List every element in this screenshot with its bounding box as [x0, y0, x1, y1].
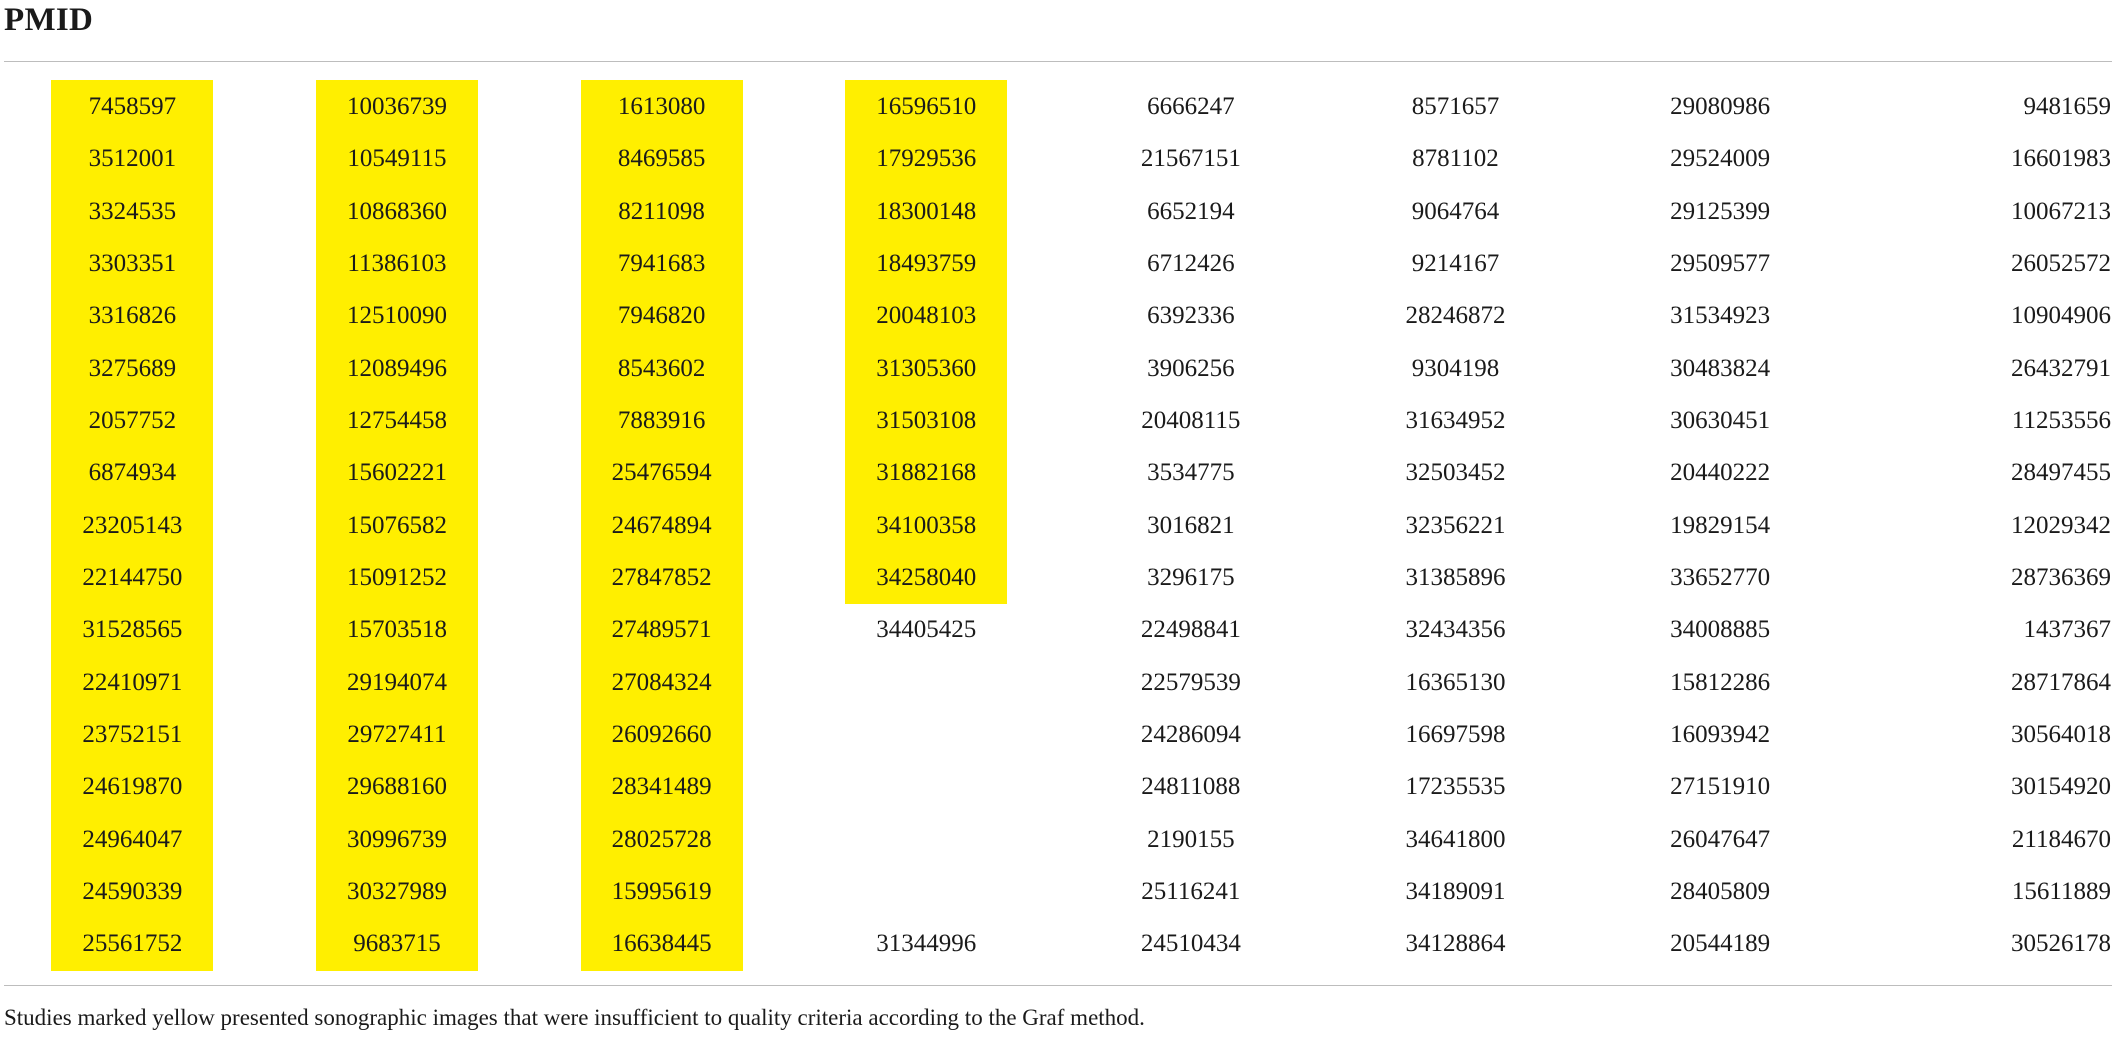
table-cell: 16638445: [611, 930, 712, 958]
table-cell: 10036739: [346, 93, 447, 120]
table-cell: 1613080: [617, 93, 706, 120]
table-cell: 30483824: [1670, 354, 1771, 382]
table-cell: 12089496: [346, 354, 447, 382]
table-cell: 8781102: [1412, 145, 1499, 173]
table-cell: 28497455: [2011, 459, 2111, 487]
table-cell: 8543602: [617, 354, 706, 382]
table-cell: 20408115: [1141, 406, 1241, 434]
table-cell: 3275689: [88, 354, 177, 382]
table-cell: 30630451: [1670, 406, 1771, 434]
table-cell: 8571657: [1411, 93, 1500, 120]
table-cell: 31503108: [876, 406, 977, 434]
table-cell: 24286094: [1140, 720, 1241, 748]
table-cell: 29125399: [1670, 197, 1771, 225]
table-cell: [794, 866, 1059, 918]
table-cell: 25561752: [82, 930, 183, 958]
table-cell: 25116241: [1141, 877, 1241, 905]
table-cell: 34128864: [1405, 930, 1506, 958]
table-cell: [794, 657, 1059, 709]
table-cell: 30526178: [2011, 930, 2111, 958]
table-cell: 21567151: [1140, 145, 1241, 173]
table-cell: 16365130: [1405, 668, 1506, 696]
table-cell: 3324535: [88, 197, 177, 225]
table-cell: 29688160: [346, 773, 447, 801]
table-cell: 27151910: [1670, 773, 1771, 801]
table-cell: 15812286: [1670, 668, 1771, 696]
table-cell: 23205143: [82, 511, 183, 539]
bottom-rule: [4, 985, 2112, 986]
table-cell: 17929536: [876, 145, 977, 173]
table-cell: 15602221: [346, 459, 447, 487]
table-cell: 6874934: [88, 459, 177, 487]
table-cell: 7941683: [617, 249, 706, 277]
table-cell: 24510434: [1140, 930, 1241, 958]
table-cell: 3534775: [1147, 459, 1235, 487]
table-cell: 31385896: [1405, 563, 1506, 591]
table-cell: 33652770: [1670, 563, 1771, 591]
table-title: PMID: [4, 2, 94, 38]
table-cell: 15703518: [346, 616, 447, 644]
table-cell: 31634952: [1405, 406, 1506, 434]
table-cell: 28736369: [2011, 563, 2111, 591]
table-footnote: Studies marked yellow presented sonographic images that were insufficient to quality criteria according to the Graf method.: [4, 1005, 1145, 1030]
table-cell: 22144750: [82, 563, 183, 591]
table-cell: 3512001: [88, 145, 177, 173]
table-cell: 34008885: [1670, 616, 1771, 644]
table-cell: 2190155: [1147, 825, 1235, 853]
table-cell: 34641800: [1405, 825, 1506, 853]
table-cell: 9304198: [1411, 354, 1500, 382]
table-cell: 25476594: [611, 459, 712, 487]
table-cell: 7883916: [617, 406, 706, 434]
table-cell: 18300148: [876, 197, 977, 225]
table-cell: 26052572: [2011, 249, 2111, 277]
table-cell: 29080986: [1670, 93, 1771, 120]
table-cell: [794, 761, 1059, 813]
table-cell: 17235535: [1405, 773, 1506, 801]
table-cell: [794, 709, 1059, 761]
table-cell: [794, 814, 1059, 866]
table-cell: 12510090: [346, 302, 447, 330]
table-cell: 11386103: [347, 249, 447, 277]
table-cell: 3906256: [1147, 354, 1235, 382]
table-cell: 26432791: [2011, 354, 2111, 382]
table-cell: 10904906: [2011, 302, 2111, 330]
table-cell: 6666247: [1147, 93, 1235, 120]
table-cell: 24590339: [82, 877, 183, 905]
table-cell: 10549115: [347, 145, 447, 173]
table-cell: 32503452: [1405, 459, 1506, 487]
table-cell: 21184670: [2011, 825, 2111, 853]
table-cell: 7458597: [88, 93, 177, 120]
table-cell: 28341489: [611, 773, 712, 801]
table-cell: 8211098: [618, 197, 705, 225]
table-cell: 31305360: [876, 354, 977, 382]
table-cell: 29194074: [346, 668, 447, 696]
table-cell: 32356221: [1405, 511, 1506, 539]
table-cell: 20544189: [1670, 930, 1771, 958]
table-cell: 28246872: [1405, 302, 1506, 330]
table-cell: 26047647: [1670, 825, 1771, 853]
table-cell: 34189091: [1405, 877, 1506, 905]
table-cell: 28717864: [2011, 668, 2111, 696]
table-cell: 16601983: [2011, 145, 2111, 173]
table-cell: 31528565: [82, 616, 183, 644]
table-cell: 30327989: [346, 877, 447, 905]
table-cell: 24964047: [82, 825, 183, 853]
table-cell: 22498841: [1140, 616, 1241, 644]
table-cell: 34258040: [876, 563, 977, 591]
table-cell: 29509577: [1670, 249, 1771, 277]
table-cell: 6392336: [1147, 302, 1235, 330]
table-cell: 22579539: [1140, 668, 1241, 696]
table-cell: 8469585: [617, 145, 706, 173]
table-cell: 15076582: [346, 511, 447, 539]
table-cell: 11253556: [2011, 406, 2111, 434]
table-cell: 27489571: [611, 616, 712, 644]
table-cell: 31882168: [876, 459, 977, 487]
table-cell: 27084324: [611, 668, 712, 696]
table-cell: 9481659: [2023, 93, 2111, 120]
table-cell: 3016821: [1147, 511, 1235, 539]
table-cell: 29524009: [1670, 145, 1771, 173]
table-cell: 29727411: [347, 720, 447, 748]
table-cell: 9214167: [1411, 249, 1500, 277]
table-cell: 15091252: [346, 563, 447, 591]
table-cell: 34405425: [876, 616, 977, 644]
table-cell: 30154920: [2011, 773, 2111, 801]
table-cell: 3316826: [88, 302, 177, 330]
table-cell: 10067213: [2011, 197, 2111, 225]
table-cell: 24674894: [611, 511, 712, 539]
table-cell: 27847852: [611, 563, 712, 591]
table-cell: 31344996: [876, 930, 977, 958]
pmid-table: [0, 81, 2117, 971]
table-cell: 3303351: [88, 249, 177, 277]
table-cell: 30564018: [2011, 720, 2111, 748]
table-cell: 16697598: [1405, 720, 1506, 748]
table-cell: 28405809: [1670, 877, 1771, 905]
table-cell: 7946820: [617, 302, 706, 330]
table-cell: 10868360: [346, 197, 447, 225]
table-cell: 24619870: [82, 773, 183, 801]
table-cell: 34100358: [876, 511, 977, 539]
top-rule: [4, 61, 2112, 62]
table-cell: 31534923: [1670, 302, 1771, 330]
table-cell: 12754458: [346, 406, 447, 434]
table-cell: 23752151: [82, 720, 183, 748]
table-cell: 9064764: [1411, 197, 1500, 225]
table-cell: 15995619: [611, 877, 712, 905]
table-cell: 16093942: [1670, 720, 1771, 748]
table-cell: 12029342: [2011, 511, 2111, 539]
table-cell: 15611889: [2011, 877, 2111, 905]
table-cell: 26092660: [611, 720, 712, 748]
table-cell: 24811088: [1141, 773, 1241, 801]
table-cell: 3296175: [1147, 563, 1235, 591]
table-cell: 1437367: [2023, 616, 2111, 644]
table-cell: 19829154: [1670, 511, 1771, 539]
table-cell: 30996739: [346, 825, 447, 853]
table-cell: 22410971: [82, 668, 183, 696]
table-cell: 9683715: [353, 930, 441, 958]
table-cell: 16596510: [876, 93, 977, 120]
table-cell: 32434356: [1405, 616, 1506, 644]
table-cell: 2057752: [88, 406, 177, 434]
table-cell: 28025728: [611, 825, 712, 853]
table-cell: 20440222: [1670, 459, 1771, 487]
table-cell: 20048103: [876, 302, 977, 330]
table-cell: 6712426: [1147, 249, 1235, 277]
table-cell: 18493759: [876, 249, 977, 277]
table-cell: 6652194: [1147, 197, 1235, 225]
